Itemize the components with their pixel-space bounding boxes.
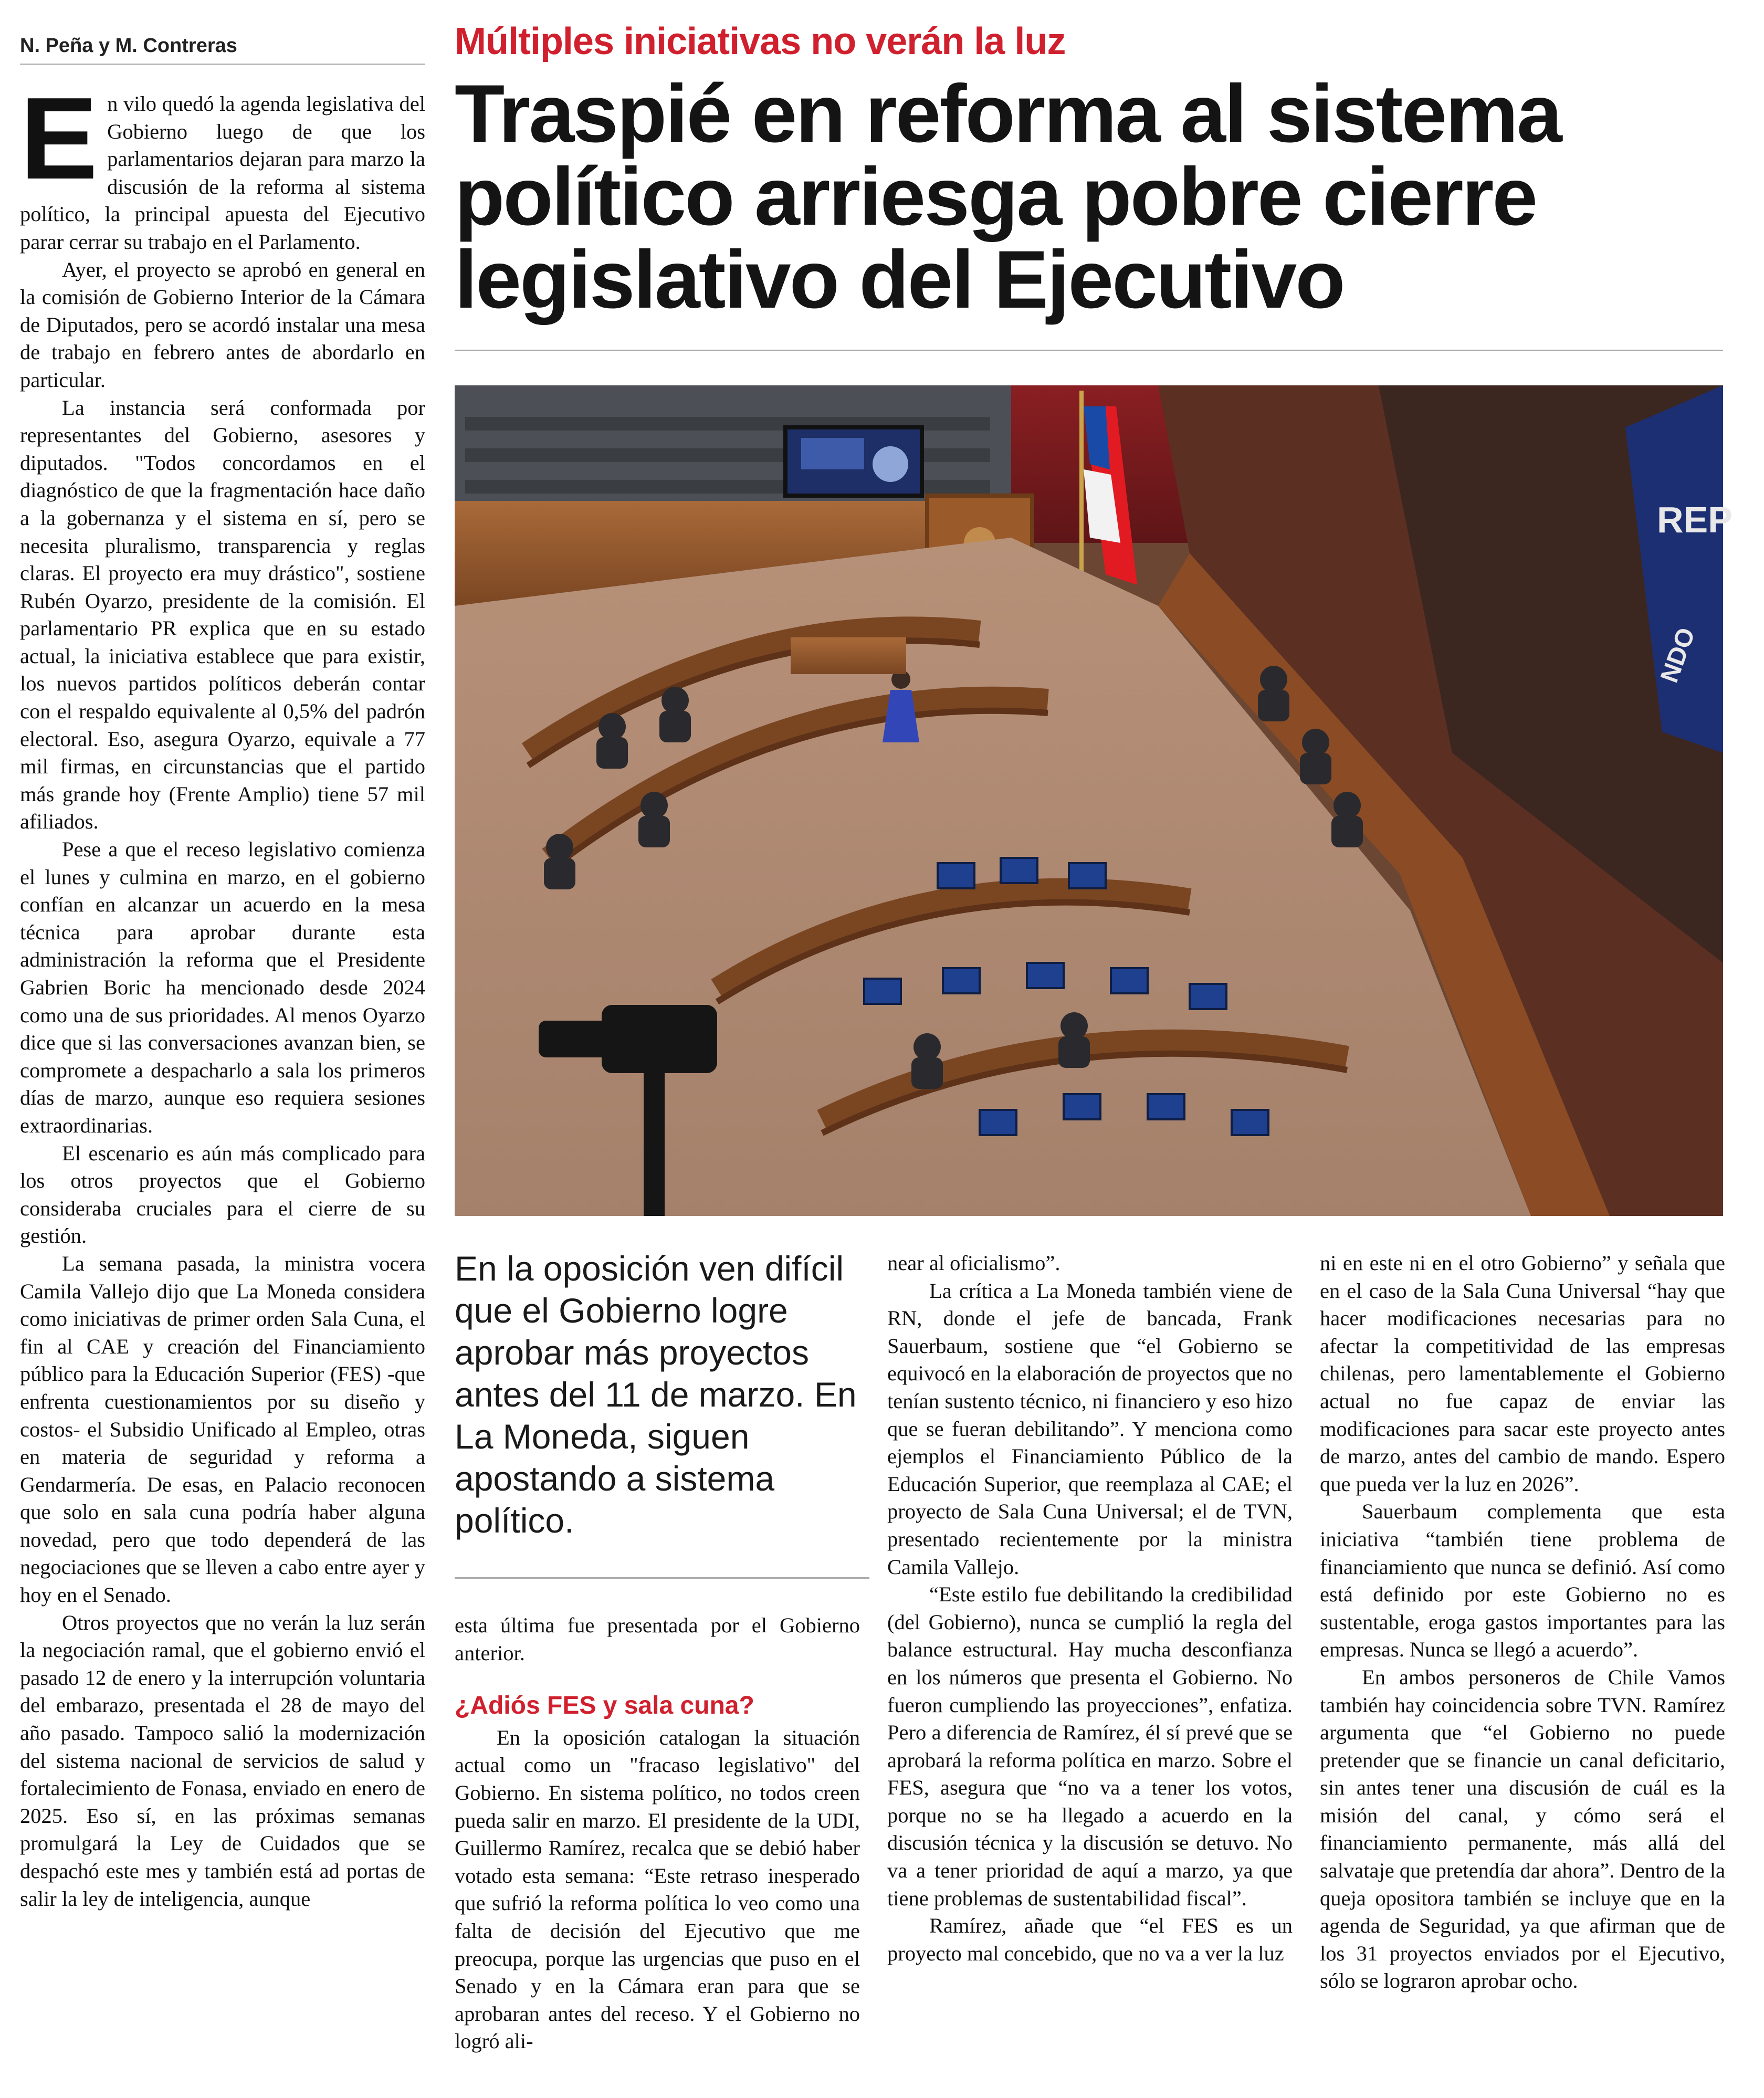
- paragraph: Sauerbaum complementa que esta iniciativa “también tiene problema de financiamiento que nunca se definió. Así como está definido por este Gobierno no es sustentable, eroga gastos importantes para las empresas. Nunca se llegó a acuerdo”.: [1320, 1499, 1725, 1662]
- paragraph: En la oposición catalogan la situación actual como un "fracaso legislativo" del Gobierno. En sistema político, no todos creen pueda salir en marzo. El presidente de la UDI, Guillermo Ramírez, recalca que se debió haber votado esta semana: “Este retraso inesperado que sufrió la reforma política lo veo como una falta de decisión del Ejecutivo que me preocupa, porque las urgencias que puso en el Senado y en la Cámara eran para que se aprobaran antes del receso. Y el Gobierno no logró ali-: [455, 1725, 860, 2053]
- paragraph: Pese a que el receso legislativo comienza el lunes y culmina en marzo, en el gobierno confían en alcanzar un acuerdo en la mesa técnica para aprobar durante esta administración la reforma que el Presidente Gabrien Boric ha mencionado desde 2024 como una de sus prioridades. Al menos Oyarzo dice que si las conversaciones avanzan bien, se compromete a despacharlo a sala los primeros días de marzo, aunque eso requiera sesiones extraordinarias.: [20, 837, 425, 1137]
- lead-paragraph: [20, 74, 425, 256]
- paragraph: Otros proyectos que no verán la luz serán la negociación ramal, que el gobierno envió el pasado 12 de enero y la interrupción voluntaria del embarazo, presentada el 28 de mayo del año pasado. Tampoco salió la modernización del sistema nacional de servicios de salud y fortalecimiento de Fonasa, enviado en enero de 2025. Eso sí, en las próximas semanas promulgará la Ley de Cuidados que se despachó este mes y también está ad portas de salir la ley de inteligencia, aunque: [20, 1610, 425, 1911]
- headline: Traspié en reforma al sistema político arriesga pobre cierre legislativo del Ejecutivo: [455, 68, 1561, 326]
- article-column-1: [20, 74, 425, 2085]
- senate-chamber-illustration: [455, 385, 1732, 1216]
- article-column-3: [887, 1250, 1293, 1967]
- paragraph: ni en este ni en el otro Gobierno” y señala que en el caso de la Sala Cuna Universal “hay que hacer modificaciones necesarias para no afectar la competitividad de las empresas chilenas, pero lamentablemente el Gobierno actual no fue capaz de enviar las modificaciones para sacar este proyecto antes de marzo, antes del cambio de mando. Espero que pueda ver la luz en 2026”.: [1320, 1251, 1725, 1496]
- article-column-2: [455, 1612, 860, 2055]
- section-subhead: ¿Adiós FES y sala cuna?: [455, 1692, 754, 1720]
- paragraph: La semana pasada, la ministra vocera Camila Vallejo dijo que La Moneda considera como iniciativas de primer orden Sala Cuna, el fin al CAE y creación del Financiamiento público para la Educación Superior (FES) -que enfrenta cuestionamientos por su diseño y costos- el Subsidio Unificado al Empleo, otras en materia de seguridad y reforma a Gendarmería. De esas, en Palacio reconocen que solo en sala cuna podría haber alguna novedad, pero que todo dependerá de las negociaciones que se lleven a cabo entre ayer y hoy en el Senado.: [20, 1251, 425, 1607]
- byline: N. Peña y M. Contreras: [20, 35, 425, 65]
- paragraph: El escenario es aún más complicado para los otros proyectos que el Gobierno consideraba cruciales para el cierre de su gestión.: [20, 1141, 425, 1248]
- pull-quote-rule: [455, 1577, 869, 1579]
- paragraph: near al oficialismo”.: [887, 1251, 1060, 1275]
- paragraph: Ayer, el proyecto se aprobó en general en la comisión de Gobierno Interior de la Cámara de Diputados, pero se acordó instalar una mesa de trabajo en febrero antes de abordarlo en particular.: [20, 257, 425, 392]
- paragraph: esta última fue presentada por el Gobierno anterior.: [455, 1613, 860, 1665]
- dropcap: E: [20, 74, 98, 204]
- senate-chamber-photo: [455, 385, 1732, 1216]
- banner-text-lower: NDO: [1655, 624, 1701, 687]
- banner-text: REP: [1657, 499, 1732, 540]
- article-column-4: [1320, 1250, 1725, 1995]
- lead-text: n vilo quedó la agenda legislativa del Gobierno luego de que los parlamentarios dejaran para marzo la discusión de la reforma al sistema político, la principal apuesta del Ejecutivo parar cerrar su trabajo en el Parlamento.: [20, 92, 425, 254]
- paragraph: La instancia será conformada por representantes del Gobierno, asesores y diputados. "Todos concordamos en el diagnóstico de que la fragmentación hace daño a la gobernanza y el sistema en sí, pero se necesita pluralismo, transparencia y reglas claras. El proyecto era muy drástico", sostiene Rubén Oyarzo, presidente de la comisión. El parlamentario PR explica que en su estado actual, la iniciativa establece que para existir, los nuevos partidos políticos deberán contar con el respaldo equivalente al 0,5% del padrón electoral. Eso, asegura Oyarzo, equivale a 77 mil firmas, en circunstancias que el partido más grande hoy (Frente Amplio) tiene 57 mil afiliados.: [20, 395, 425, 834]
- paragraph: La crítica a La Moneda también viene de RN, donde el jefe de bancada, Frank Sauerbaum, sostiene que “el Gobierno se equivocó en la elaboración de proyectos que no tenían sustento técnico, ni financiero y eso hizo que se fueran debilitando”. Y menciona como ejemplos el Financiamiento Público de la Educación Superior, que reemplaza al CAE; el proyecto de Sala Cuna Universal; el de TVN, presentado recientemente por la ministra Camila Vallejo.: [887, 1278, 1293, 1579]
- paragraph: En ambos personeros de Chile Vamos también hay coincidencia sobre TVN. Ramírez argumenta que “el Gobierno no puede pretender que se financie un canal deficitario, sin antes tener una discusión de cuál es la misión del canal, y cómo será el financiamiento permanente, más allá del salvataje que pretendía dar ahora”. Dentro de la queja opositora también se incluye que en la agenda de Seguridad, ya que afirman que de los 31 proyectos enviados por el Ejecutivo, sólo se lograron aprobar ocho.: [1320, 1665, 1725, 1993]
- paragraph: Ramírez, añade que “el FES es un proyecto mal concebido, que no va a ver la luz: [887, 1914, 1293, 1965]
- headline-rule: [455, 350, 1723, 351]
- paragraph: “Este estilo fue debilitando la credibilidad (del Gobierno), nunca se cumplió la regla del balance estructural. Hay mucha desconfianza en los números que presenta el Gobierno. No fueron cumpliendo las proyecciones”, enfatiza. Pero a diferencia de Ramírez, él sí prevé que se aprobará la reforma política en marzo. Sobre el FES, asegura que “no va a tener los votos, porque no se ha llegado a acuerdo en la discusión técnica y la discusión se detuvo. No va a tener prioridad de aquí a marzo, ya que tiene problemas de sustentabilidad fiscal”.: [887, 1582, 1293, 1910]
- pull-quote: En la oposición ven difícil que el Gobierno logre aprobar más proyectos antes del 11 de marzo. En La Moneda, siguen apostando a sistema político.: [455, 1249, 857, 1540]
- kicker: Múltiples iniciativas no verán la luz: [455, 20, 1066, 62]
